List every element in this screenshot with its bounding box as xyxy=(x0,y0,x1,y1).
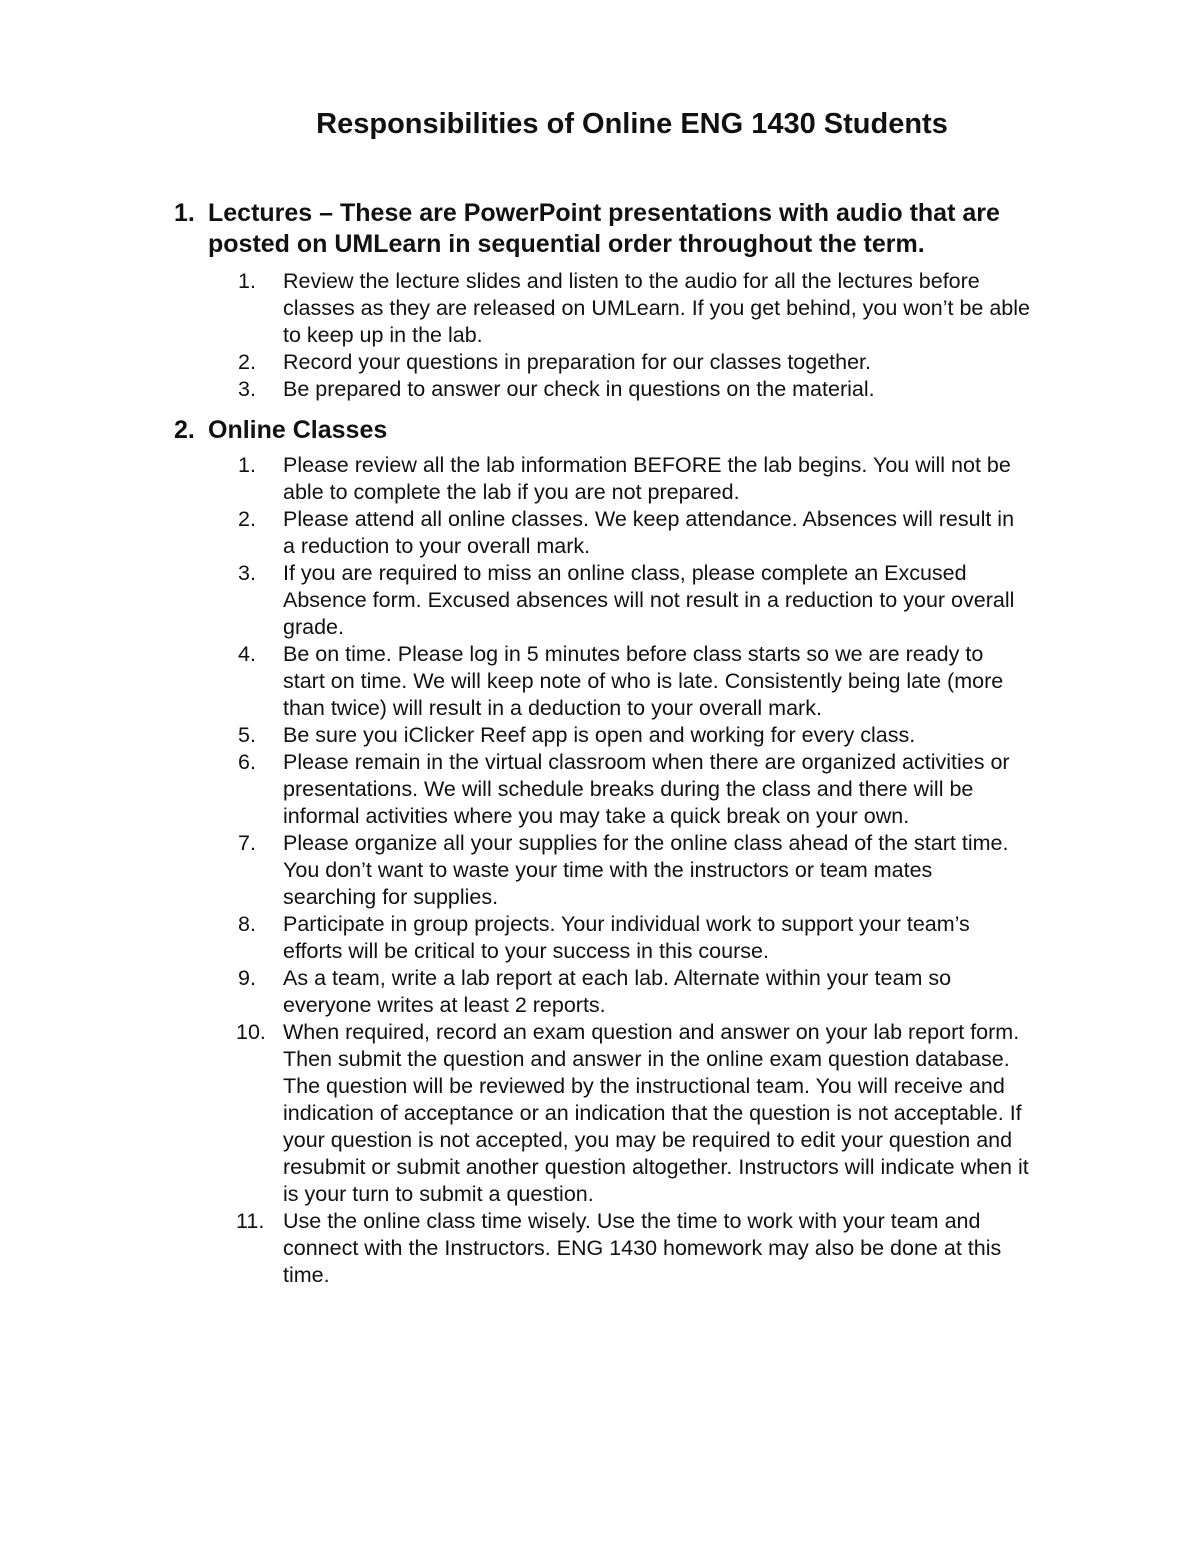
list-item xyxy=(170,268,1030,349)
item-number: 4. xyxy=(238,642,256,666)
section-online-classes xyxy=(170,415,1030,1289)
item-number: 10. xyxy=(236,1020,266,1044)
section-number: 1. xyxy=(174,199,195,227)
item-number: 7. xyxy=(238,831,256,855)
list-item xyxy=(170,830,1030,911)
item-text: Please organize all your supplies for the online class ahead of the start time. You don’t want to waste your time with the instructors or team mates searching for supplies. xyxy=(283,831,1009,909)
item-text: Record your questions in preparation for our classes together. xyxy=(283,350,871,374)
list-item xyxy=(170,911,1030,965)
item-number: 1. xyxy=(238,453,256,477)
list-item xyxy=(170,1019,1030,1208)
list-item xyxy=(170,1208,1030,1289)
item-text: Please review all the lab information BEFORE the lab begins. You will not be able to complete the lab if you are not prepared. xyxy=(283,453,1011,504)
item-number: 6. xyxy=(238,750,256,774)
item-number: 8. xyxy=(238,912,256,936)
item-text: Please attend all online classes. We keep attendance. Absences will result in a reduction to your overall mark. xyxy=(283,507,1015,558)
item-text: Be sure you iClicker Reef app is open and working for every class. xyxy=(283,723,916,747)
section-heading xyxy=(170,198,1030,260)
list-item xyxy=(170,506,1030,560)
section-number: 2. xyxy=(174,416,195,444)
item-list xyxy=(170,268,1030,403)
item-text: Please remain in the virtual classroom when there are organized activities or presentations. We will schedule breaks during the class and there will be informal activities where you may take a quick break on your own. xyxy=(283,750,1010,828)
item-number: 3. xyxy=(238,377,256,401)
item-list xyxy=(170,452,1030,1289)
list-item xyxy=(170,376,1030,403)
section-heading-text: Online Classes xyxy=(208,416,388,444)
item-number: 3. xyxy=(238,561,256,585)
section-heading xyxy=(170,415,1030,446)
list-item xyxy=(170,560,1030,641)
page-title: Responsibilities of Online ENG 1430 Students xyxy=(316,108,948,140)
section-heading-text: Lectures – These are PowerPoint presentations with audio that are posted on UMLearn in sequential order throughout the term. xyxy=(208,199,1000,258)
list-item xyxy=(170,722,1030,749)
list-item xyxy=(170,641,1030,722)
item-text: Use the online class time wisely. Use the time to work with your team and connect with the Instructors. ENG 1430 homework may also be done at this time. xyxy=(283,1209,1002,1287)
item-text: When required, record an exam question and answer on your lab report form. Then submit the question and answer in the online exam question database. The question will be reviewed by the instructional team. You will receive and indication of acceptance or an indication that the question is not acceptable. If your question is not accepted, you may be required to edit your question and resubmit or submit another question altogether. Instructors will indicate when it is your turn to submit a question. xyxy=(283,1020,1029,1206)
item-number: 1. xyxy=(238,269,256,293)
item-number: 5. xyxy=(238,723,256,747)
list-item xyxy=(170,749,1030,830)
item-number: 9. xyxy=(238,966,256,990)
item-text: If you are required to miss an online class, please complete an Excused Absence form. Excused absences will not result in a reduction to your overall grade. xyxy=(283,561,1015,639)
item-number: 11. xyxy=(236,1209,265,1233)
list-item xyxy=(170,965,1030,1019)
item-number: 2. xyxy=(238,350,256,374)
list-item xyxy=(170,349,1030,376)
item-text: Be prepared to answer our check in questions on the material. xyxy=(283,377,875,401)
item-number: 2. xyxy=(238,507,256,531)
section-lectures xyxy=(170,198,1030,403)
list-item xyxy=(170,452,1030,506)
item-text: Review the lecture slides and listen to the audio for all the lectures before classes as they are released on UMLearn. If you get behind, you won’t be able to keep up in the lab. xyxy=(283,269,1030,347)
item-text: Participate in group projects. Your individual work to support your team’s efforts will be critical to your success in this course. xyxy=(283,912,970,963)
item-text: As a team, write a lab report at each lab. Alternate within your team so everyone writes at least 2 reports. xyxy=(283,966,952,1017)
item-text: Be on time. Please log in 5 minutes before class starts so we are ready to start on time. We will keep note of who is late. Consistently being late (more than twice) will result in a deduction to your overall mark. xyxy=(283,642,1004,720)
